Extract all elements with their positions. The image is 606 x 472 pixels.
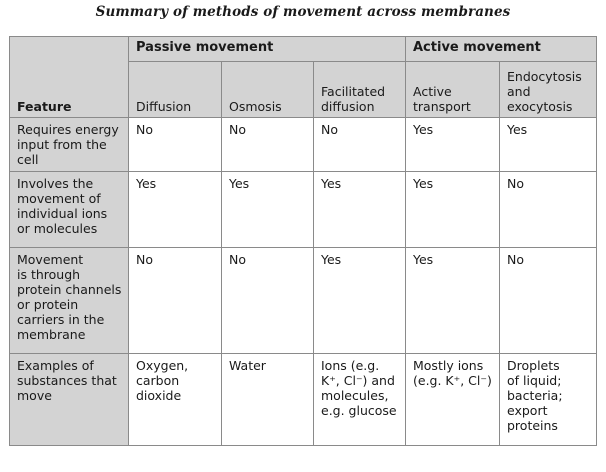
table-cell: Yes [406,118,500,172]
table-row [10,172,597,248]
table-cell: Droplets of liquid; bacteria; export proteins [500,354,597,446]
row-label: Involves the movement of individual ions or molecules [10,172,129,248]
table-cell: Yes [314,248,406,354]
table-cell: No [129,118,222,172]
row-label: Movement is through protein channels or protein carriers in the membrane [10,248,129,354]
table-cell: Yes [406,172,500,248]
table-cell: Ions (e.g. K⁺, Cl⁻) and molecules, e.g. glucose [314,354,406,446]
passive-movement-header: Passive movement [129,37,406,62]
table-cell: No [500,172,597,248]
row-label: Requires energy input from the cell [10,118,129,172]
table-row [10,354,597,446]
table-cell: Mostly ions (e.g. K⁺, Cl⁻) [406,354,500,446]
column-header-facilitated-diffusion: Facilitated diffusion [314,62,406,118]
table-cell: No [222,118,314,172]
table-cell: Water [222,354,314,446]
table-cell: No [129,248,222,354]
column-header-diffusion: Diffusion [129,62,222,118]
page-title: Summary of methods of movement across membranes [95,4,511,20]
table-cell: Yes [222,172,314,248]
table-cell: Yes [314,172,406,248]
table-cell: No [314,118,406,172]
table-cell: Yes [500,118,597,172]
table-cell: No [222,248,314,354]
row-label: Examples of substances that move [10,354,129,446]
column-header-osmosis: Osmosis [222,62,314,118]
table-header-row-groups [10,37,597,62]
table-cell: Oxygen, carbon dioxide [129,354,222,446]
column-header-endocytosis-exocytosis: Endocytosis and exocytosis [500,62,597,118]
table-cell: No [500,248,597,354]
table-row [10,118,597,172]
column-header-active-transport: Active transport [406,62,500,118]
table-cell: Yes [406,248,500,354]
table-cell: Yes [129,172,222,248]
table-row [10,248,597,354]
feature-column-header: Feature [10,37,129,118]
summary-table [9,36,597,446]
active-movement-header: Active movement [406,37,597,62]
